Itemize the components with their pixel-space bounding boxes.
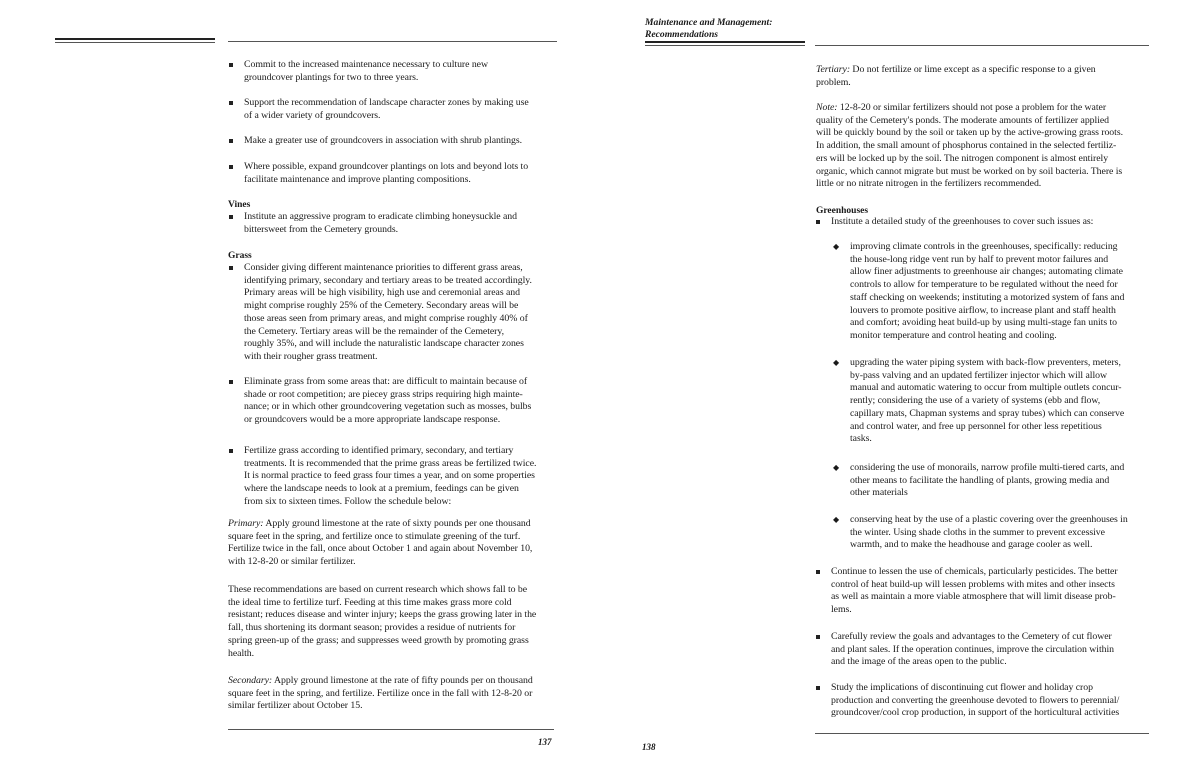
tertiary-paragraph [816,64,1156,89]
primary-text: Apply ground limestone at the rate of sixty pounds per one thousand square feet in the spring, and fertilize once to stimulate greening of the turf. Fertilize twice in the fall, once about October 1 and again about November 10, with 12-8-20 or similar fertilizer. [228,518,533,568]
note-paragraph [816,102,1156,191]
page-number-right: 138 [642,742,656,752]
diamond-bullet-icon: ◆ [833,463,840,472]
diamond-bullet-icon: ◆ [833,515,840,524]
square-bullet-icon [229,266,233,270]
secondary-label: Secondary: [228,675,273,686]
bullet-text: Study the implications of discontinuing cut flower and holiday crop production and converting the greenhouse devoted to flowers to perennial/ groundcover/cool crop production, in support of the horticultural activities [831,682,1120,719]
note-label: Note: [816,102,838,113]
sub-bullet-text: upgrading the water piping system with back-flow preventers, meters, by-pass valving and an updated fertilizer injector which will allow manual and automatic watering to occur from multiple outlets concur- rently; considering the use of a variety of systems (ebb and flow, capillary mats, Chapman systems and spray tubes) which can conserve and control water, and free up personnel for other less repetitious tasks. [850,357,1125,445]
sub-bullet-text: considering the use of monorails, narrow profile multi-tiered carts, and other means to facilitate the handling of plants, growing media and other materials [850,462,1125,499]
note-text: 12-8-20 or similar fertilizers should not pose a problem for the water quality of the Cemetery's ponds. The moderate amounts of fertilizer applied will be quickly bound by the soil or taken up by the active-growing grass roots. In addition, the small amount of phosphorus contained in the selected fertiliz- ers will be locked up by the soil. The nitrogen component is almost entirely organic, which cannot migrate but must be worked on by soil bacteria. There is little or no nitrate nitrogen in the fertilizers recommended. [816,102,1123,190]
bullet-text: Fertilize grass according to identified primary, secondary, and tertiary treatments. It is recommended that the prime grass areas be fertilized twice. It is normal practice to feed grass four times a year, and on some properties where the landscape needs to look at a premium, feedings can be given from six to sixteen times. Follow the schedule below: [244,445,537,507]
left-top-rule [228,41,557,42]
right-top-rule [815,45,1149,46]
square-bullet-icon [229,101,233,105]
section-heading-greenhouses: Greenhouses [816,206,869,216]
section-heading-grass: Grass [228,251,252,261]
square-bullet-icon [229,139,233,143]
square-bullet-icon [229,165,233,169]
bullet-text: Commit to the increased maintenance necessary to culture new groundcover plantings for two to three years. [244,59,489,83]
bullet-text: Eliminate grass from some areas that: are difficult to maintain because of shade or root competition; are piecey grass strips requiring high mainte- nance; or in which other groundcovering vegetation such as mosses, bulbs or groundcovers would be a more appropriate landscape response. [244,376,532,426]
bullet-text: Institute an aggressive program to eradicate climbing honeysuckle and bittersweet from the Cemetery grounds. [244,211,517,235]
bullet-text: Continue to lessen the use of chemicals, particularly pesticides. The better control of heat build-up will lessen problems with mites and other insects as well as maintain a more viable atmosphere that will limit disease prob- lems. [831,566,1118,616]
sub-bullet-text: improving climate controls in the greenhouses, specifically: reducing the house-long ridge vent run by half to prevent motor failures and allow finer adjustments to greenhouse air changes; automating climate controls to allow for temperature to be regulated without the need for staff checking on weekends; instituting a motorized system of fans and louvers to promote positive airflow, to increase plant and staff health and comfort; avoiding heat build-up by using multi-stage fan units to monitor temperature and control heating and cooling. [850,241,1125,341]
left-bottom-rule [228,729,554,730]
bullet-text: Support the recommendation of landscape character zones by making use of a wider variety of groundcovers. [244,97,529,121]
bullet-text: Make a greater use of groundcovers in association with shrub plantings. [244,135,523,146]
diamond-bullet-icon: ◆ [833,242,840,251]
tertiary-text: Do not fertilize or lime except as a specific response to a given problem. [816,64,1096,88]
primary-label: Primary: [228,518,264,529]
bullet-text: Carefully review the goals and advantages to the Cemetery of cut flower and plant sales. If the operation continues, improve the circulation within and the image of the areas open to the public. [831,631,1115,668]
sub-bullet-text: conserving heat by the use of a plastic covering over the greenhouses in the winter. Using shade cloths in the summer to prevent excessive warmth, and to make the headhouse and garage cooler as well. [850,514,1128,551]
page-number-left: 137 [538,737,552,747]
bullet-text: Consider giving different maintenance priorities to different grass areas, identifying primary, secondary and tertiary areas to be treated accordingly. Primary areas will be high visibility, high use and ceremonial areas and might comprise roughly 25% of the Cemetery. Secondary areas will be those areas seen from primary areas, and might comprise roughly 40% of the Cemetery. Tertiary areas will be the remainder of the Cemetery, roughly 35%, and will include the naturalistic landscape character zones with their rougher grass treatment. [244,262,532,362]
left-margin-double-rule [55,38,215,43]
primary-paragraph [228,518,568,569]
bullet-text: Where possible, expand groundcover plantings on lots and beyond lots to facilitate maintenance and improve planting compositions. [244,161,529,185]
secondary-text: Apply ground limestone at the rate of fifty pounds per on thousand square feet in the spring, and fertilize. Fertilize once in the fall with 12-8-20 or similar fertilizer about October 15. [228,675,533,712]
bullet-text: Institute a detailed study of the greenhouses to cover such issues as: [831,216,1094,227]
square-bullet-icon [229,380,233,384]
square-bullet-icon [229,63,233,67]
diamond-bullet-icon: ◆ [833,358,840,367]
square-bullet-icon [816,686,820,690]
square-bullet-icon [229,215,233,219]
right-margin-double-rule [645,41,805,46]
square-bullet-icon [816,570,820,574]
recommendations-paragraph: These recommendations are based on current research which shows fall to be the ideal time to fertilize turf. Feeding at this time makes grass more cold resistant; reduces disease and winter injury; keeps the grass growing later in the fall, thus shortening its dormant season; provides a residue of nutrients for spring green-up of the grass; and suppresses weed growth by promoting grass health. [228,584,537,659]
square-bullet-icon [816,220,820,224]
running-header: Maintenance and Management: Recommendations [645,17,773,40]
square-bullet-icon [229,449,233,453]
secondary-paragraph [228,675,568,713]
square-bullet-icon [816,635,820,639]
tertiary-label: Tertiary: [816,64,851,75]
right-bottom-rule [815,733,1149,734]
section-heading-vines: Vines [228,200,251,210]
